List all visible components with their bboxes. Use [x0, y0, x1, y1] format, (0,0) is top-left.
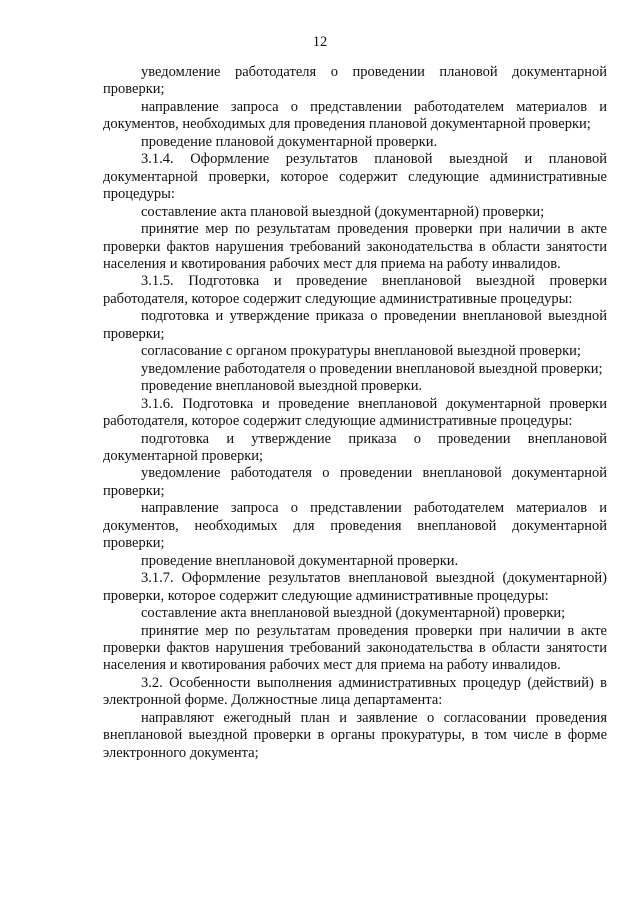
paragraph: направление запроса о представлении работодателем материалов и документов, необходимых для проведения внеплановой документарной проверки;	[103, 500, 607, 552]
paragraph: уведомление работодателя о проведении плановой документарной проверки;	[103, 64, 607, 98]
paragraph: направление запроса о представлении работодателем материалов и документов, необходимых для проведения плановой документарной проверки;	[103, 98, 607, 133]
paragraph: проведение плановой документарной проверки.	[141, 133, 438, 150]
paragraph: уведомление работодателя о проведении внеплановой документарной проверки;	[103, 465, 607, 499]
paragraph: принятие мер по результатам проведения проверки при наличии в акте проверки фактов нарушения требований законодательства в области занятости населения и квотирования рабочих мест для приема на работу инвалидов.	[103, 622, 607, 674]
paragraph: 3.1.7. Оформление результатов внеплановой выездной (документарной) проверки, которое содержит следующие административные процедуры:	[103, 570, 607, 604]
paragraph: проведение внеплановой документарной проверки.	[141, 552, 459, 569]
paragraph: подготовка и утверждение приказа о проведении внеплановой документарной проверки;	[103, 430, 607, 464]
paragraph: уведомление работодателя о проведении внеплановой выездной проверки;	[141, 360, 603, 377]
paragraph: 3.1.4. Оформление результатов плановой выездной и плановой документарной проверки, которое содержит следующие административные процедуры:	[103, 151, 607, 203]
paragraph: направляют ежегодный план и заявление о согласовании проведения внеплановой выездной проверки в органы прокуратуры, в том числе в форме электронного документа;	[103, 709, 607, 761]
paragraph: проведение внеплановой выездной проверки.	[141, 378, 423, 395]
paragraph: согласование с органом прокуратуры внеплановой выездной проверки;	[141, 343, 581, 360]
paragraph: подготовка и утверждение приказа о проведении внеплановой выездной проверки;	[103, 308, 607, 342]
paragraph: составление акта внеплановой выездной (документарной) проверки;	[141, 605, 566, 622]
paragraph: составление акта плановой выездной (документарной) проверки;	[141, 203, 545, 220]
paragraph: 3.1.5. Подготовка и проведение внеплановой выездной проверки работодателя, которое содержит следующие административные процедуры:	[103, 273, 607, 307]
paragraph: 3.2. Особенности выполнения административных процедур (действий) в электронной форме. Должностные лица департамента:	[103, 674, 607, 709]
document-body	[103, 64, 607, 762]
page-number: 12	[312, 34, 328, 50]
paragraph: 3.1.6. Подготовка и проведение внеплановой документарной проверки работодателя, которое содержит следующие административные процедуры:	[103, 395, 607, 430]
paragraph: принятие мер по результатам проведения проверки при наличии в акте проверки фактов нарушения требований законодательства в области занятости населения и квотирования рабочих мест для приема на работу инвалидов.	[103, 221, 607, 272]
